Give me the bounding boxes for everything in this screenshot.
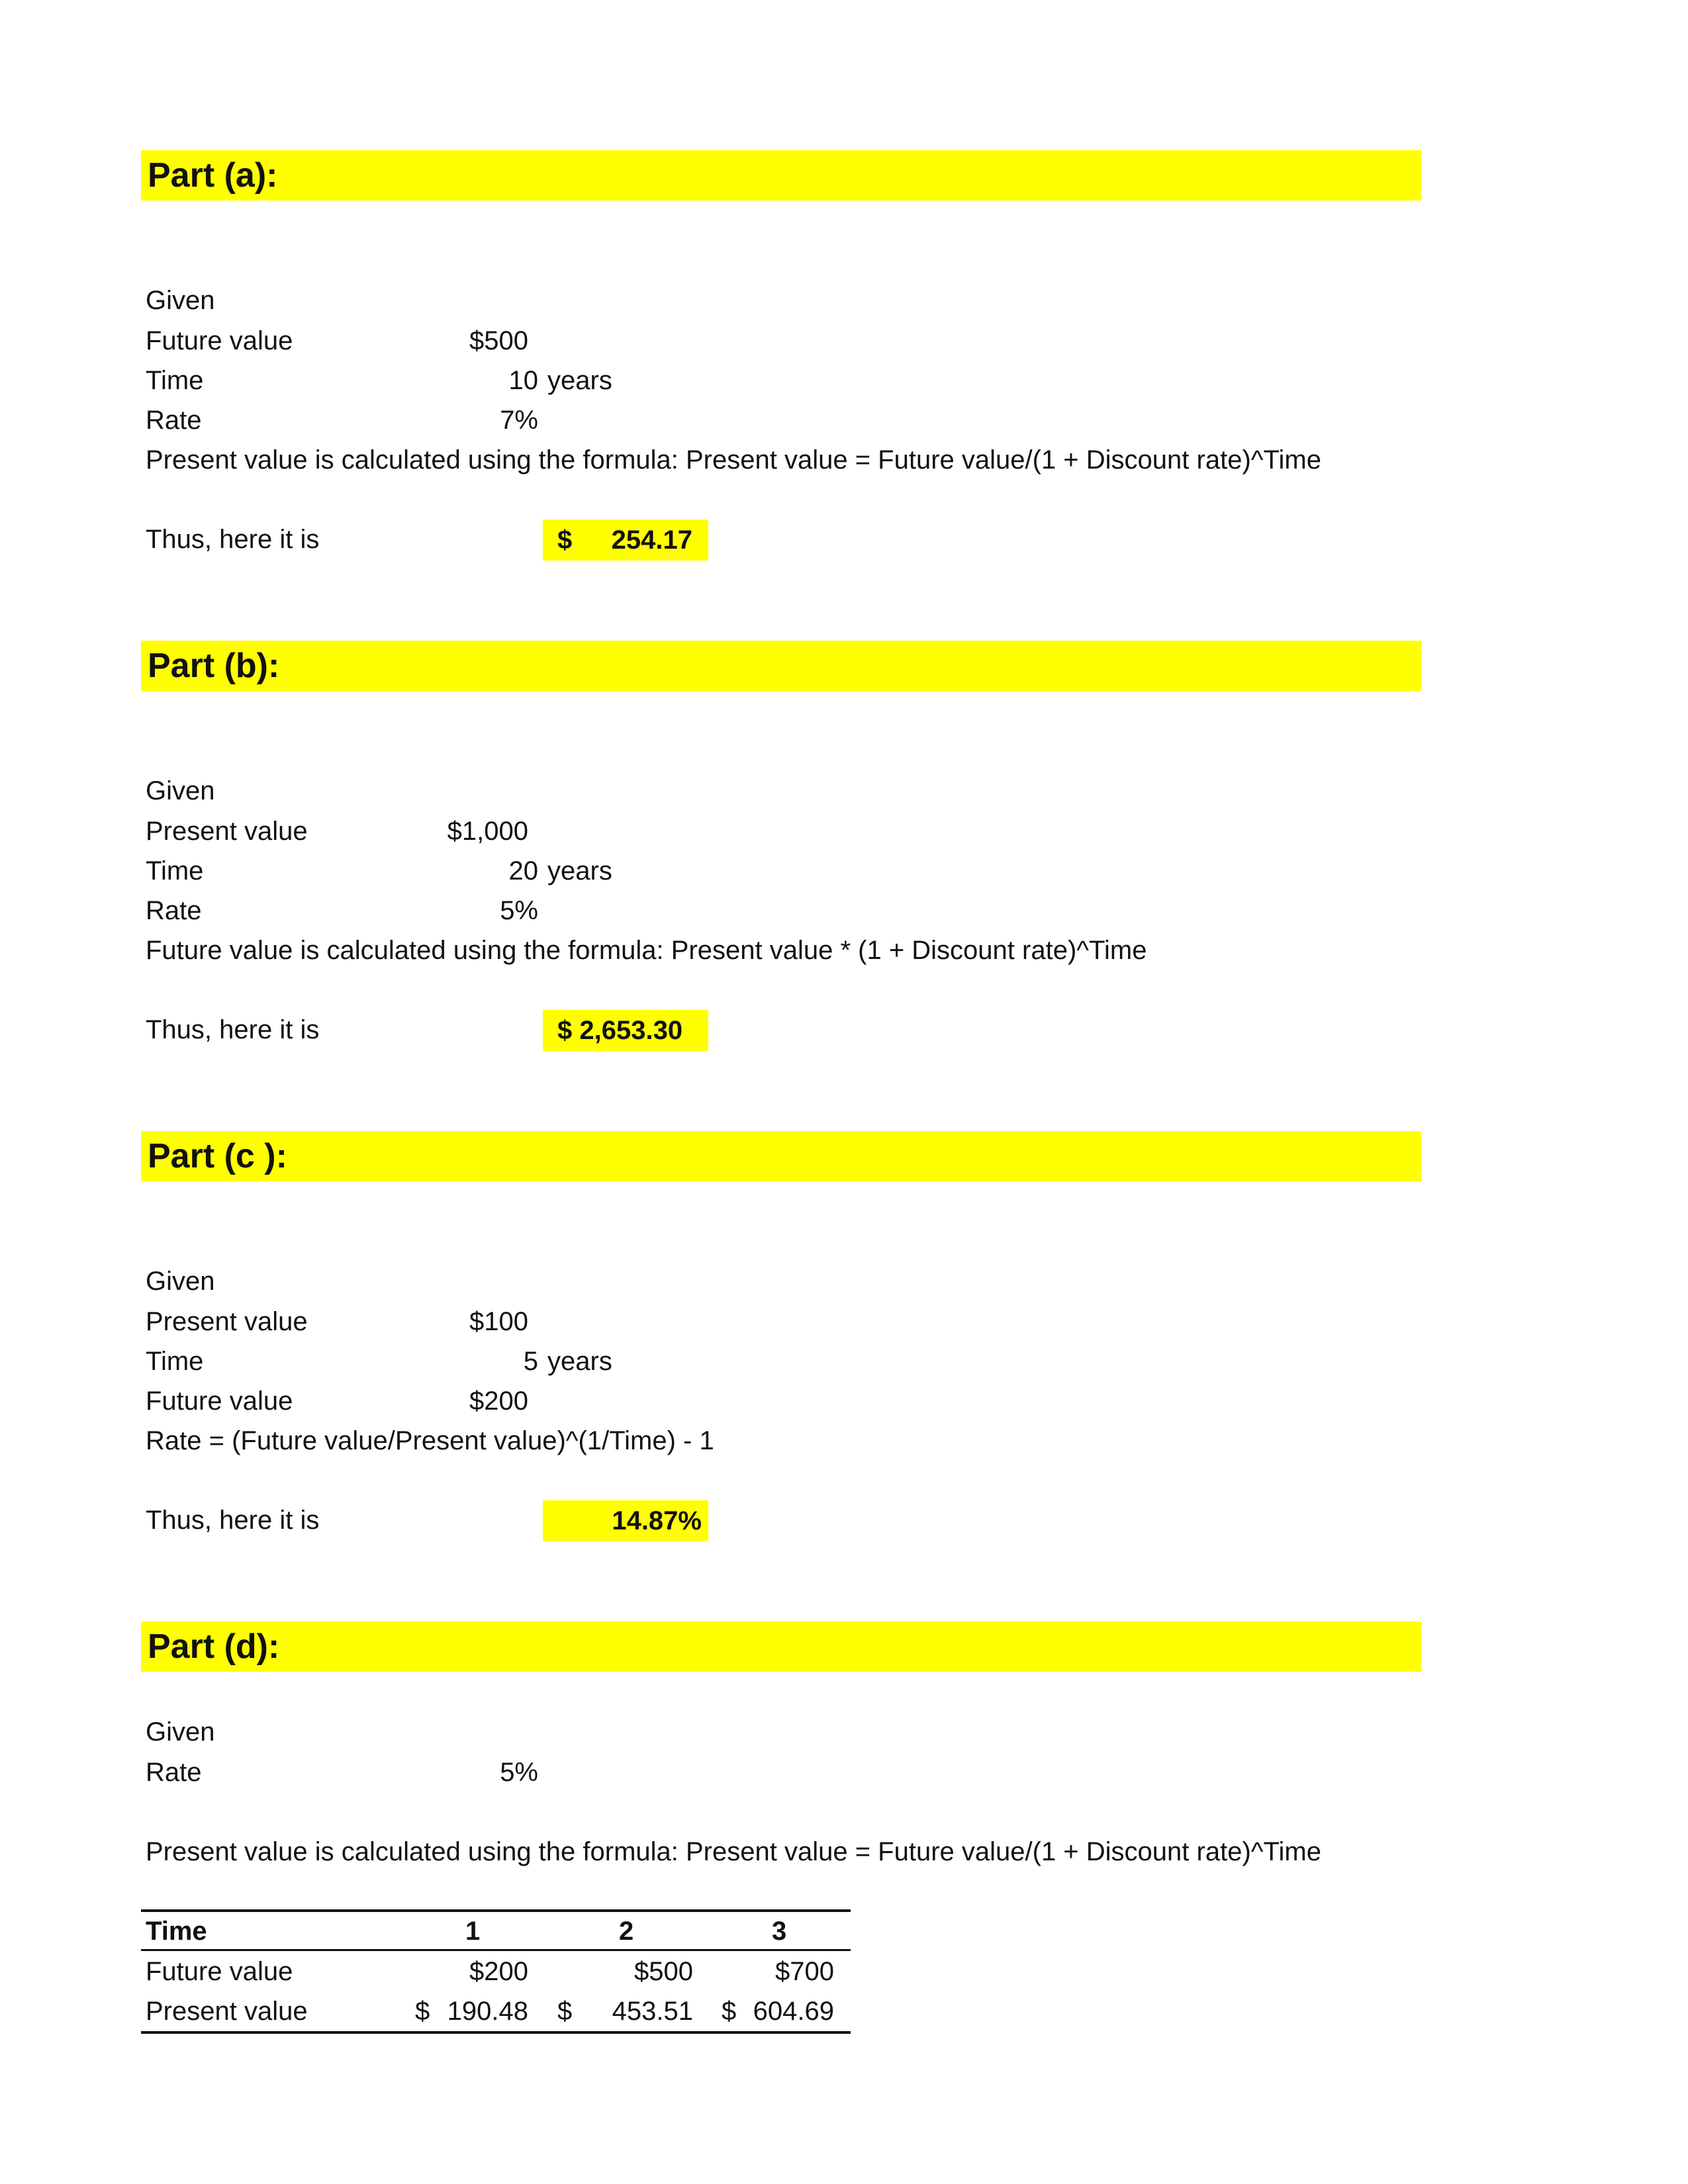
part-c-given: Given [146,1267,215,1296]
table-header-col-1: 1 [465,1917,481,1946]
part-b-value-present-value: $1,000 [447,817,528,846]
table-header-time: Time [146,1917,207,1946]
part-c-result-value: 14.87% [612,1506,702,1535]
part-d-value-rate: 5% [500,1758,538,1787]
part-a-result-label: Thus, here it is [146,525,320,554]
part-c-value-future-value: $200 [469,1387,528,1416]
part-b-value-rate: 5% [500,896,538,925]
part-a-given: Given [146,286,215,315]
table-present-col-2-amount: 453.51 [612,1997,693,2026]
table-top-rule [141,1909,851,1912]
part-c-label-future-value: Future value [146,1387,293,1416]
part-c-formula: Rate = (Future value/Present value)^(1/Time) - 1 [146,1426,714,1455]
part-b-result-value: $ 2,653.30 [557,1016,683,1045]
part-b-result-highlight [543,1010,708,1051]
part-b-label-time: Time [146,856,204,886]
table-label-future-value: Future value [146,1957,293,1986]
part-a-label-rate: Rate [146,406,202,435]
table-future-col-3: $700 [775,1957,834,1986]
table-present-col-1-currency: $ [415,1997,430,2026]
part-c-result-label: Thus, here it is [146,1506,320,1535]
part-b-title: Part (b): [148,647,280,685]
part-c-banner [141,1131,1421,1181]
table-header-col-2: 2 [619,1917,634,1946]
part-a-label-future-value: Future value [146,326,293,355]
part-a-unit-time: years [547,366,612,395]
part-c-unit-time: years [547,1347,612,1376]
part-a-banner [141,150,1421,201]
part-a-result-currency: $ [557,525,573,555]
part-a-title: Part (a): [148,156,278,195]
part-a-formula: Present value is calculated using the formula: Present value = Future value/(1 + Discount rate)^Time [146,445,1321,475]
part-d-banner [141,1621,1421,1672]
part-a-value-future-value: $500 [469,326,528,355]
table-future-col-2: $500 [634,1957,693,1986]
part-c-value-time: 5 [523,1347,538,1376]
part-d-given: Given [146,1717,215,1747]
part-a-result-highlight [543,520,708,561]
table-present-col-3-amount: 604.69 [753,1997,834,2026]
part-a-value-rate: 7% [500,406,538,435]
part-b-label-present-value: Present value [146,817,308,846]
table-present-col-1-amount: 190.48 [447,1997,528,2026]
table-present-col-2-currency: $ [557,1997,573,2026]
part-b-value-time: 20 [508,856,538,886]
part-d-label-rate: Rate [146,1758,202,1787]
part-b-unit-time: years [547,856,612,886]
part-a-label-time: Time [146,366,204,395]
table-future-col-1: $200 [469,1957,528,1986]
table-bottom-rule [141,2031,851,2034]
part-c-label-present-value: Present value [146,1307,308,1336]
table-present-col-3-currency: $ [722,1997,737,2026]
part-c-value-present-value: $100 [469,1307,528,1336]
part-d-title: Part (d): [148,1627,280,1666]
table-header-col-3: 3 [772,1917,787,1946]
part-c-result-highlight [543,1500,708,1541]
part-c-label-time: Time [146,1347,204,1376]
part-d-formula: Present value is calculated using the formula: Present value = Future value/(1 + Discount rate)^Time [146,1837,1321,1866]
part-b-given: Given [146,776,215,805]
part-b-result-label: Thus, here it is [146,1015,320,1044]
table-header-rule [141,1949,851,1951]
part-b-label-rate: Rate [146,896,202,925]
table-label-present-value: Present value [146,1997,308,2026]
part-c-title: Part (c ): [148,1137,287,1175]
part-a-value-time: 10 [508,366,538,395]
part-b-banner [141,641,1421,691]
part-a-result-value: 254.17 [611,525,692,555]
part-b-formula: Future value is calculated using the formula: Present value * (1 + Discount rate)^Time [146,936,1147,965]
